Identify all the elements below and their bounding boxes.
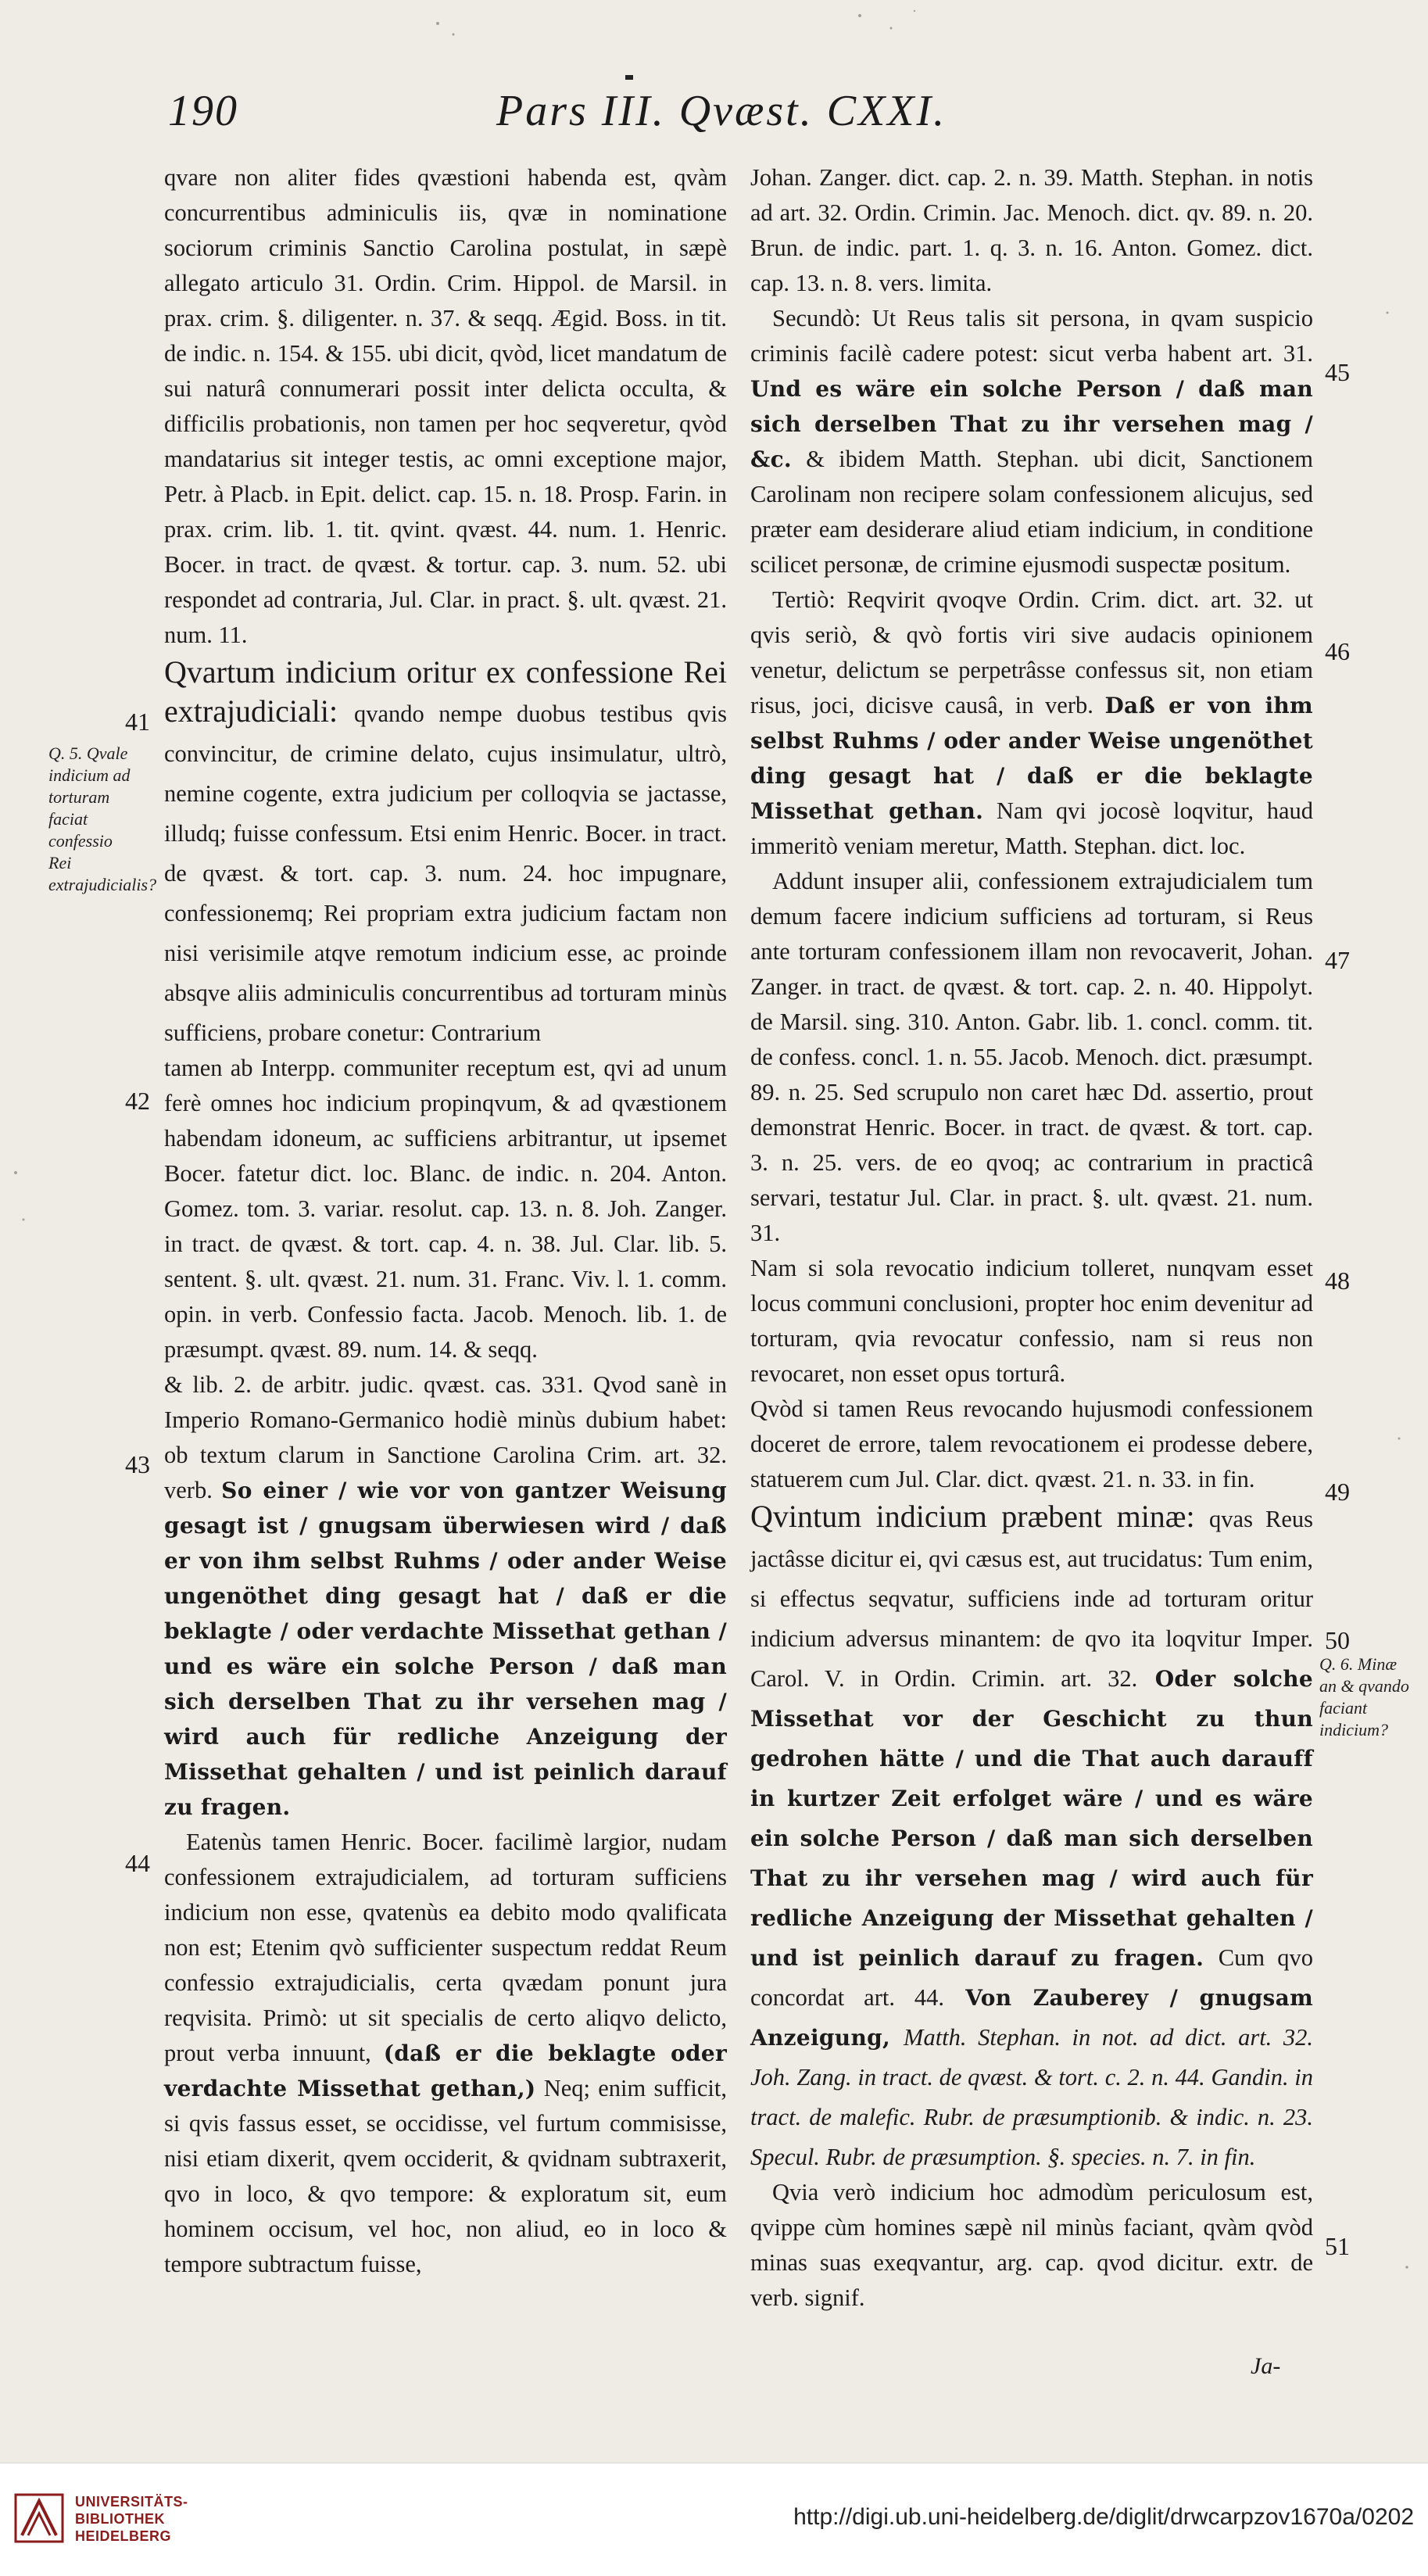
logo-line-2: BIBLIOTHEK xyxy=(75,2511,165,2527)
viewer-footer xyxy=(0,2463,1428,2576)
para-50-german-2: Von Zauberey / gnugsam Anzeigung, xyxy=(750,1985,1313,2051)
para-44-text: Eatenùs tamen Henric. Bocer. facilimè largior, nudam confessionem extrajudicialem, ad torturam sufficiens indicium non esse, qvatenùs ea debito modo qvalificata non est; Etenim qvò sufficienter suspectum reddat Reum confessio extrajudicialis, certa qvædam ponunt jura reqvisita. Primò: ut sit specialis de certo aliqvo delicto, prout verba innuunt, xyxy=(164,1829,727,2066)
margin-number-48: 48 xyxy=(1325,1267,1350,1295)
para-46-text: Tertiò: Reqvirit qvoqve Ordin. Crim. dict. art. 32. ut qvis seriò, & qvò fortis viri sive audacis opinionem venetur, delictum se perpetrâsse confessus sit, non etiam risus, joci, dicisve causâ, in verb. xyxy=(750,586,1313,718)
page-header xyxy=(168,86,1364,149)
para-45-text: Secundò: Ut Reus talis sit persona, in qvam suspicio criminis facilè cadere potest: sicut verba habent art. 31. xyxy=(750,305,1313,367)
left-top-text: qvare non aliter fides qvæstioni habenda est, qvàm concurrentibus adminiculis iis, qvæ in nominatione sociorum criminis Sanctio Carolina postulat, in sæpè allegato articulo 31. Ordin. Crim. Hippol. de Marsil. in prax. crim. §. diligenter. n. 37. & seqq. Ægid. Boss. in tit. de indic. n. 154. & 155. ubi dicit, qvòd, licet mandatum de sui naturâ connumerari possit inter delicta occulta, & difficilis probationis, non tamen per hoc seqveretur, qvòd mandatarius sit integer testis, ac omni exceptione major, Petr. à Placb. in Epit. delict. cap. 15. n. 18. Prosp. Farin. in prax. crim. lib. 1. tit. qvint. qvæst. 44. num. 1. Henric. Bocer. in tract. de qvæst. & tortur. cap. 3. num. 52. ubi respondet ad contraria, Jul. Clar. in pract. §. ult. qvæst. 21. num. 11. xyxy=(164,164,727,648)
para-51: Qvia verò indicium hoc admodùm periculosum est, qvippe cùm homines sæpè nil minùs faciant, qvàm qvòd minas suas exeqvantur, arg. cap. qvod dicitur. extr. de verb. signif. xyxy=(750,2179,1313,2311)
para-44-german: (daß er die beklagte oder verdachte Missethat gethan,) xyxy=(164,2040,727,2101)
margin-number-41: 41 xyxy=(125,708,150,736)
permalink-url[interactable]: http://digi.ub.uni-heidelberg.de/diglit/drwcarpzov1670a/0202 xyxy=(793,2504,1414,2530)
left-column xyxy=(164,160,727,2282)
para-43 xyxy=(164,1367,727,1825)
margin-number-44: 44 xyxy=(125,1849,150,1877)
top-mark xyxy=(625,75,633,80)
para-45 xyxy=(750,301,1313,582)
library-logo-text xyxy=(75,2493,188,2545)
para-45-german: Und es wäre ein solche Person / daß man sich derselben That zu ihr versehen mag / &c. xyxy=(750,376,1313,472)
margin-number-45: 45 xyxy=(1325,358,1350,386)
margin-number-43: 43 xyxy=(125,1450,150,1478)
margin-number-51: 51 xyxy=(1325,2232,1350,2260)
university-seal-icon xyxy=(14,2493,64,2543)
running-head: Pars III. Qvæst. CXXI. xyxy=(496,87,947,135)
section-heading-5 xyxy=(750,1497,1313,2175)
para-46-end: Nam qvi jocosè loqvitur, haud immeritò veniam meretur, Matth. Stephan. dict. loc. xyxy=(750,797,1314,859)
page-number: 190 xyxy=(168,87,238,135)
margin-number-42: 42 xyxy=(125,1087,150,1115)
para-44-end: Neq; enim sufficit, si qvis fassus esset, se occidisse, vel furtum commisisse, nisi etiam dixerit, qvem occiderit, & qvidnam subtraxerit, qvo in loco, & qvo tempore: & exploratum sit, eum hominem occisum, vel hoc, non aliud, eo in loco & tempore subtractum fuisse, xyxy=(164,2075,727,2277)
para-50-refs: Matth. Stephan. in not. ad dict. art. 32. Joh. Zang. in tract. de qvæst. & tort. c. 2. n. 44. Gandin. in tract. de malefic. Rubr. de præsumptionib. & indic. n. 23. Specul. Rubr. de præsumption. §. species. n. 7. in fin. xyxy=(750,2024,1313,2170)
para-50-end: Cum qvo concordat art. 44. xyxy=(750,1944,1313,2011)
para-44 xyxy=(164,1825,727,2282)
para-43-german: So einer / wie vor von gantzer Weisung gesagt ist / gnugsam überwiesen wird / daß er von ihm selbst Ruhms / oder ander Weise ungenöthet ding gesagt hat / daß er die beklagte / oder verdachte Missethat gethan / und es wäre ein solche Person / daß man sich derselben That zu ihr versehen mag / wird auch für redliche Anzeigung der Missethat gehalten / und ist peinlich darauf zu fragen. xyxy=(164,1478,727,1820)
margin-number-46: 46 xyxy=(1325,637,1350,665)
right-top-text: Johan. Zanger. dict. cap. 2. n. 39. Matth. Stephan. in notis ad art. 32. Ordin. Crimin. Jac. Menoch. dict. qv. 89. n. 20. Brun. de indic. part. 1. q. 3. n. 16. Anton. Gomez. dict. cap. 13. n. 8. vers. limita. xyxy=(750,164,1313,296)
para-41-text: qvando nempe duobus testibus qvis convincitur, de crimine delato, cujus insimulatur, ultrò, nemine cogente, extra judicium per colloqvia se jactasse, illudq; fuisse confessum. Etsi enim Henric. Bocer. in tract. de qvæst. & tort. cap. 3. num. 24. hoc impugnare, confessionemq; Rei propriam extra judicium factam non nisi verisimile atqve remotum indicium esse, ac proinde absqve aliis adminiculis concurrentibus ad torturam minùs sufficiens, probare conetur: Contrarium xyxy=(164,700,728,1046)
logo-line-3: HEIDELBERG xyxy=(75,2528,172,2544)
catchword: Ja- xyxy=(1251,2353,1281,2379)
logo-line-1: UNIVERSITÄTS- xyxy=(75,2494,188,2510)
margin-note-question-5: Q. 5. Qvale indicium ad torturam faciat confessio Rei extrajudicialis? xyxy=(48,743,157,894)
heading-text-4: Qvartum indicium oritur ex confessione Rei extrajudiciali: xyxy=(164,654,727,729)
para-46 xyxy=(750,582,1313,864)
para-45-end: & ibidem Matth. Stephan. ubi dicit, Sanctionem Carolinam non recipere solam confessionem alicujus, sed præter eam desiderare aliud etiam indicium, in conditione scilicet personæ, de crimine ejusmodi suspectæ positum. xyxy=(750,446,1313,578)
para-42: tamen ab Interpp. communiter receptum est, qvi ad unum ferè omnes hoc indicium propinqvum, & ad qvæstionem habendam idoneum, ac sufficiens arbitrantur, ut ipsemet Bocer. fatetur dict. loc. Blanc. de indic. n. 204. Anton. Gomez. tom. 3. variar. resolut. cap. 13. n. 8. Joh. Zanger. in tract. de qvæst. & tort. cap. 4. n. 38. Jul. Clar. lib. 5. sentent. §. ult. qvæst. 21. num. 31. Franc. Viv. l. 1. comm. opin. in verb. Confessio facta. Jacob. Menoch. lib. 1. de præsumpt. qvæst. 89. num. 14. & seqq. xyxy=(164,1055,727,1363)
para-43-latin: & lib. 2. de arbitr. judic. qvæst. cas. 331. Qvod sanè in Imperio Romano-Germanico hodiè minùs dubium habet: ob textum clarum in Sanctione Carolina Crim. art. 32. verb. xyxy=(164,1371,727,1503)
para-50-text: qvas Reus jactâsse dicitur ei, qvi cæsus est, aut trucidatus: Tum enim, si effectus seqvatur, sufficiens inde ad torturam oritur indicium adversus minantem: de qvo ita loqvitur Imper. Carol. V. in Ordin. Crimin. art. 32. xyxy=(750,1506,1314,1692)
margin-note-question-6: Q. 6. Minæ an & qvando faciant indicium? xyxy=(1319,1654,1409,1739)
margin-number-49: 49 xyxy=(1325,1478,1350,1506)
para-49: Qvòd si tamen Reus revocando hujusmodi confessionem doceret de errore, talem revocationem ei prodesse debere, statuerem cum Jul. Clar. dict. qvæst. 21. n. 33. in fin. xyxy=(750,1395,1313,1492)
section-heading-4 xyxy=(164,653,727,1051)
para-47: Addunt insuper alii, confessionem extrajudicialem tum demum facere indicium sufficiens ad torturam, si Reus ante torturam confessionem illam non revocaverit, Johan. Zanger. in tract. de qvæst. & tort. cap. 2. n. 40. Hippolyt. de Marsil. sing. 310. Anton. Gabr. lib. 1. concl. comm. tit. de confess. concl. 1. n. 55. Jacob. Menoch. dict. præsumpt. 89. n. 25. Sed scrupulo non caret hæc Dd. assertio, prout demonstrat Henric. Bocer. in tract. de qvæst. & tort. cap. 3. n. 25. vers. de eo qvoq; ac contrarium in practicâ servari, testatur Jul. Clar. in pract. §. ult. qvæst. 21. num. 31. xyxy=(750,868,1313,1246)
right-column xyxy=(750,160,1313,2316)
margin-number-47: 47 xyxy=(1325,946,1350,974)
para-48: Nam si sola revocatio indicium tolleret, nunqvam esset locus communi conclusioni, propter hoc enim devenitur ad torturam, qvia revocatur confessio, nam si reus non revocaret, non esset opus torturâ. xyxy=(750,1255,1313,1387)
heading-text-5: Qvintum indicium præbent minæ: xyxy=(750,1499,1195,1534)
para-46-german: Daß er von ihm selbst Ruhms / oder ander Weise ungenöthet ding gesagt hat / daß er die beklagte Missethat gethan. xyxy=(750,693,1313,824)
para-50-german: Oder solche Missethat vor der Geschicht zu thun gedrohen hätte / und die That auch darauff in kurtzer Zeit erfolget wäre / und es wäre ein solche Person / daß man sich derselben That zu ihr versehen mag / wird auch für redliche Anzeigung der Missethat gehalten / und ist peinlich darauf zu fragen. xyxy=(750,1666,1313,1971)
margin-number-50: 50 xyxy=(1325,1626,1350,1654)
